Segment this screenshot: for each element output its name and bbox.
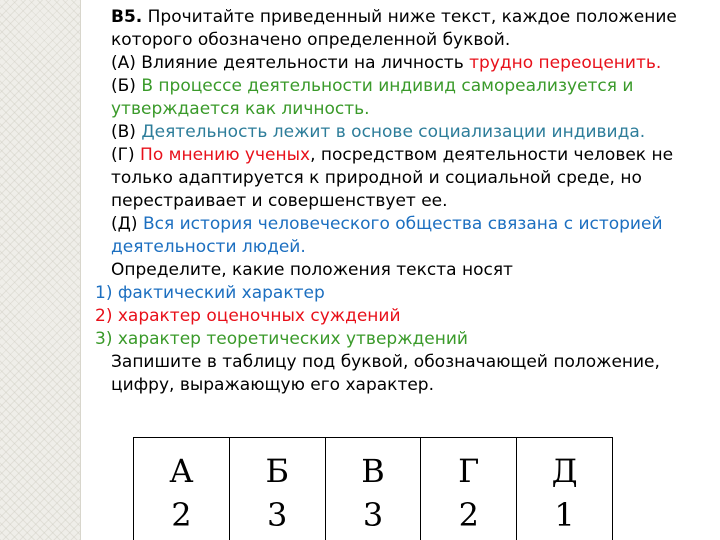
letter-cell: Г xyxy=(421,438,517,491)
task-intro-text: Прочитайте приведенный ниже текст, каждое положение которого обозначено определенной буквой. xyxy=(111,7,677,50)
statement-b-highlight: В процессе деятельности индивид самореализуется и утверждается как личность. xyxy=(111,76,634,119)
statement-b-prefix: (Б) xyxy=(111,76,142,96)
option-1: 1) фактический характер xyxy=(95,283,325,303)
digit-cell: 2 xyxy=(421,490,517,540)
question: Определите, какие положения текста носят xyxy=(111,260,513,280)
statement-g xyxy=(95,144,700,213)
letters-row xyxy=(134,438,613,491)
option-3: 3) характер теоретических утверждений xyxy=(95,329,468,349)
letter-cell: Д xyxy=(517,438,613,491)
statement-b xyxy=(95,75,700,121)
letter-cell: В xyxy=(325,438,421,491)
digits-row xyxy=(134,490,613,540)
statement-g-highlight: По мнению ученых xyxy=(140,145,311,165)
answer-table xyxy=(133,437,613,540)
statement-g-suffix: , посредством деятельности человек не только адаптируется к природной и социальной среде, но перестраивает и совершенствует ее. xyxy=(111,145,674,211)
statement-v-highlight: Деятельность лежит в основе социализации индивида. xyxy=(141,122,646,142)
letter-cell: Б xyxy=(229,438,325,491)
letter-cell: А xyxy=(134,438,230,491)
option-2: 2) характер оценочных суждений xyxy=(95,306,401,326)
statement-a xyxy=(95,52,700,75)
decorative-side-band xyxy=(0,0,81,540)
digit-cell: 2 xyxy=(134,490,230,540)
digit-cell: 1 xyxy=(517,490,613,540)
task-number: В5. xyxy=(111,7,143,27)
statement-a-highlight: трудно переоценить. xyxy=(469,53,662,73)
statement-a-prefix: (А) Влияние деятельности на личность xyxy=(111,53,470,73)
statement-v-prefix: (В) xyxy=(111,122,142,142)
instruction: Запишите в таблицу под буквой, обозначающей положение, цифру, выражающую его характер. xyxy=(111,352,660,395)
statement-d-prefix: (Д) xyxy=(111,214,143,234)
statement-d-highlight: Вся история человеческого общества связана с историей деятельности людей. xyxy=(111,214,663,257)
digit-cell: 3 xyxy=(325,490,421,540)
task-text xyxy=(95,6,700,397)
statement-g-prefix: (Г) xyxy=(111,145,141,165)
statement-v xyxy=(95,121,700,144)
digit-cell: 3 xyxy=(229,490,325,540)
task-intro xyxy=(95,6,700,52)
statement-d xyxy=(95,213,700,259)
